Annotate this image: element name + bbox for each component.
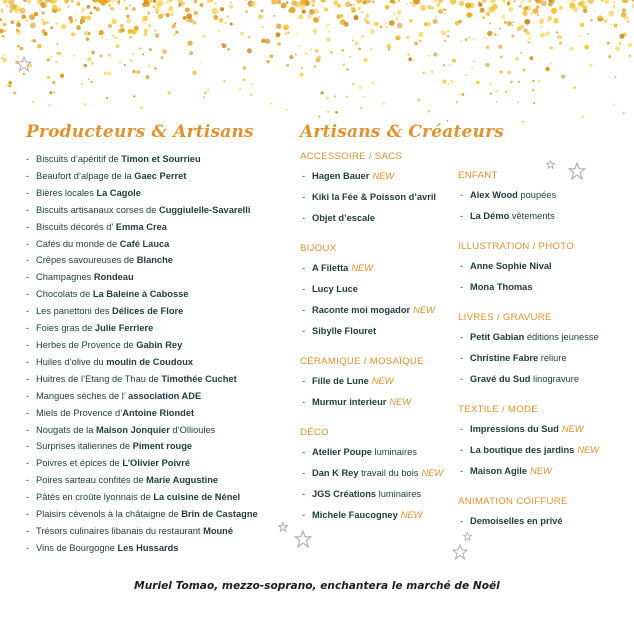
list-item [458, 277, 628, 298]
bullet-dash: - [26, 221, 30, 232]
vendor-name: Gaec Perret [134, 170, 187, 181]
bullet-dash: - [460, 282, 464, 292]
vendor-name: association ADE [128, 390, 202, 401]
bullet-dash: - [26, 272, 30, 283]
bullet-dash: - [302, 489, 306, 499]
vendor-name: Raconte moi mogador [312, 305, 411, 315]
list-item [26, 371, 286, 388]
list-item [300, 484, 455, 505]
item-text-suffix: luminaires [376, 489, 422, 499]
item-text: Nougats de la [36, 424, 96, 435]
bullet-dash: - [460, 424, 464, 434]
category-title: DÉCO [300, 427, 329, 438]
bullet-dash: - [26, 204, 30, 215]
list-item [26, 202, 286, 219]
item-text: Poivres et épices de [36, 458, 123, 469]
vendor-name: Murmur interieur [312, 397, 387, 407]
list-item [26, 168, 286, 185]
new-badge: NEW [351, 263, 374, 273]
bullet-dash: - [302, 192, 306, 202]
bullet-dash: - [26, 407, 30, 418]
vendor-name: Emma Crea [115, 221, 167, 232]
list-item [300, 208, 455, 229]
list-item [26, 236, 286, 253]
list-item [458, 256, 628, 277]
list-item [300, 300, 455, 321]
vendor-name: Hagen Bauer [312, 171, 370, 181]
bullet-dash: - [460, 353, 464, 363]
bullet-dash: - [26, 187, 30, 198]
vendor-name: JGS Créations [312, 489, 377, 499]
bullet-dash: - [26, 542, 30, 553]
item-text: Crêpes savoureuses de [36, 255, 137, 266]
item-text-suffix: d’Ollioules [169, 424, 216, 435]
bullet-dash: - [460, 190, 464, 200]
list-item [458, 461, 628, 482]
category-title: TEXTILE / MODE [458, 404, 538, 415]
vendor-name: Julie Ferriere [94, 323, 154, 334]
list-item [300, 258, 455, 279]
bullet-dash: - [26, 509, 30, 520]
list-item [26, 219, 286, 236]
new-badge: NEW [413, 305, 435, 315]
star-icon [278, 522, 288, 532]
item-text: Biscuits artisanaux corses de [36, 204, 159, 215]
vendor-name: Christine Fabre [470, 353, 539, 363]
bullet-dash: - [26, 373, 30, 384]
item-text: Cafés du monde de [36, 238, 120, 249]
vendor-name: Sibylle Flouret [312, 326, 377, 336]
vendor-name: Délices de Flore [111, 306, 184, 317]
item-text: Chocolats de [36, 289, 93, 300]
list-item [458, 348, 628, 369]
bullet-dash: - [26, 154, 30, 164]
category-block [300, 151, 455, 229]
vendor-name: Piment rouge [132, 441, 193, 452]
list-item [26, 489, 286, 506]
item-text: Huiles d’olive du [36, 356, 107, 367]
item-text: Mangues sèches de l’ [36, 390, 129, 401]
category-block [458, 241, 628, 298]
item-text: Bières locales [36, 187, 97, 198]
vendor-name: Maison Jonquier [95, 424, 170, 435]
item-text: Huitres de l’Etang de Thau de [36, 373, 162, 384]
item-text-suffix: travail du bois [358, 468, 419, 478]
item-text: Pâtés en croûte lyonnais de [36, 492, 154, 503]
list-item [26, 252, 286, 269]
list-item [458, 369, 628, 390]
bullet-dash: - [460, 332, 464, 342]
list-item [458, 185, 628, 206]
vendor-name: Les Hussards [117, 542, 179, 553]
vendor-name: Impressions du Sud [470, 424, 559, 434]
bullet-dash: - [302, 447, 306, 457]
item-text: Biscuits décorés d’ [36, 221, 116, 232]
bullet-dash: - [302, 510, 306, 520]
bullet-dash: - [460, 516, 464, 526]
bullet-dash: - [460, 261, 464, 271]
category-block [458, 312, 628, 390]
vendor-name: La boutique des jardins [470, 445, 575, 455]
bullet-dash: - [26, 255, 30, 266]
item-text: Foies gras de [36, 323, 95, 334]
bullet-dash: - [26, 170, 30, 181]
list-item [26, 388, 286, 405]
star-icon [463, 532, 472, 541]
list-item [458, 511, 628, 532]
item-text-suffix: vêtements [509, 211, 555, 221]
vendor-name: Gravé du Sud [470, 374, 531, 384]
bullet-dash: - [26, 441, 30, 452]
list-item [26, 185, 286, 202]
list-item [26, 303, 286, 320]
vendor-name: moulin de Coudoux [106, 356, 194, 367]
list-item [26, 455, 286, 472]
category-title: CÉRAMIQUE / MOSAÏQUE [300, 356, 424, 367]
star-icon [294, 530, 312, 548]
vendor-name: Lucy Luce [312, 284, 358, 294]
item-text: Vins de Bourgogne [36, 542, 118, 553]
vendor-name: Objet d’escale [312, 213, 376, 223]
list-item [26, 320, 286, 337]
star-icon [546, 160, 555, 169]
item-text: Surprises italiennes de [36, 441, 133, 452]
vendor-name: Timothée Cuchet [161, 373, 237, 384]
item-text-suffix: poupées [517, 190, 557, 200]
item-text: Miels de Provence d’ [36, 407, 123, 418]
vendor-name: Alex Wood [470, 190, 518, 200]
star-icon [452, 544, 468, 560]
vendor-name: Timon et Sourrieu [121, 154, 201, 164]
vendor-name: Mona Thomas [470, 282, 533, 292]
category-block [458, 496, 628, 532]
item-text: Plaisirs cévenols à la châtaigne de [36, 509, 182, 520]
bullet-dash: - [26, 339, 30, 350]
bullet-dash: - [460, 445, 464, 455]
list-item [300, 187, 455, 208]
bullet-dash: - [302, 171, 306, 181]
star-icon [568, 162, 586, 180]
vendor-name: A Filetta [312, 263, 349, 273]
item-text-suffix: linogravure [530, 374, 580, 384]
vendor-name: Antoine Riondet [122, 407, 195, 418]
list-item [300, 321, 455, 342]
category-title: ANIMATION COIFFURE [458, 496, 568, 507]
new-badge: NEW [371, 376, 394, 386]
new-badge: NEW [530, 466, 552, 476]
bullet-dash: - [26, 390, 30, 401]
list-item [26, 151, 286, 168]
bullet-dash: - [460, 211, 464, 221]
list-item [26, 422, 286, 439]
new-badge: NEW [389, 397, 412, 407]
bullet-dash: - [302, 376, 306, 386]
category-block [458, 170, 628, 227]
vendor-name: Mouné [203, 525, 234, 536]
artisans-column-1 [300, 151, 455, 540]
list-item [300, 505, 455, 526]
bullet-dash: - [26, 458, 30, 469]
item-text: Champagnes [36, 272, 94, 283]
new-badge: NEW [577, 445, 600, 455]
bullet-dash: - [302, 284, 306, 294]
vendor-name: Blanche [136, 255, 173, 266]
vendor-name: Cuggiulelle-Savarelli [158, 204, 251, 215]
bullet-dash: - [26, 238, 30, 249]
bullet-dash: - [26, 323, 30, 334]
vendor-name: La Baleine à Cabosse [92, 289, 189, 300]
bullet-dash: - [302, 326, 306, 336]
category-title: ACCESSOIRE / SACS [300, 151, 403, 162]
category-title: BIJOUX [300, 243, 337, 254]
item-text: Biscuits d’apéritif de [36, 154, 122, 164]
new-badge: NEW [372, 171, 395, 181]
list-item [26, 438, 286, 455]
category-block [300, 356, 455, 413]
vendor-name: Rondeau [93, 272, 134, 283]
list-item [300, 442, 455, 463]
item-text-suffix: reliure [538, 353, 567, 363]
bullet-dash: - [302, 468, 306, 478]
item-text-suffix: luminaires [371, 447, 417, 457]
vendor-name: Brin de Castagne [181, 509, 258, 520]
vendor-name: Michele Faucogney [312, 510, 398, 520]
vendor-name: Marie Augustine [146, 475, 219, 486]
list-item [458, 206, 628, 227]
vendor-name: Atelier Poupe [312, 447, 372, 457]
bullet-dash: - [302, 305, 306, 315]
vendor-name: Kiki la Fée & Poisson d’avril [312, 192, 437, 202]
item-text-suffix: éditions jeunesse [524, 332, 599, 342]
list-item [458, 327, 628, 348]
vendor-name: Maison Agile [470, 466, 527, 476]
list-item [26, 354, 286, 371]
bullet-dash: - [26, 306, 30, 317]
bullet-dash: - [26, 525, 30, 536]
list-item [26, 269, 286, 286]
list-item [300, 392, 455, 413]
vendor-name: Petit Gabian [470, 332, 525, 342]
list-item [300, 371, 455, 392]
vendor-name: La Démo [470, 211, 510, 221]
item-text: Poires sarteau confites de [36, 475, 147, 486]
artisans-heading: Artisans & Créateurs [300, 122, 505, 142]
vendor-name: Café Lauca [119, 238, 170, 249]
category-block [458, 404, 628, 482]
vendor-name: Anne Sophie Nival [470, 261, 552, 271]
vendor-name: Gabin Rey [136, 339, 183, 350]
bullet-dash: - [460, 374, 464, 384]
new-badge: NEW [421, 468, 444, 478]
artisans-column-2 [458, 170, 628, 546]
bullet-dash: - [302, 263, 306, 273]
list-item [300, 279, 455, 300]
category-title: LIVRES / GRAVURE [458, 312, 552, 323]
category-block [300, 243, 455, 342]
new-badge: NEW [400, 510, 423, 520]
bullet-dash: - [302, 397, 306, 407]
producers-list [26, 151, 286, 557]
list-item [26, 472, 286, 489]
list-item [458, 419, 628, 440]
list-item [458, 440, 628, 461]
list-item [26, 540, 286, 557]
list-item [26, 523, 286, 540]
vendor-name: Dan K Rey [312, 468, 359, 478]
list-item [26, 405, 286, 422]
bullet-dash: - [26, 356, 30, 367]
bullet-dash: - [26, 289, 30, 300]
star-icon [16, 56, 32, 72]
item-text: Herbes de Provence de [36, 339, 137, 350]
list-item [26, 506, 286, 523]
vendor-name: Fille de Lune [312, 376, 369, 386]
category-title: ENFANT [458, 170, 498, 181]
list-item [26, 286, 286, 303]
item-text: Trésors culinaires libanais du restaurant [36, 525, 204, 536]
item-text: Les panettoni des [36, 306, 112, 317]
bullet-dash: - [460, 466, 464, 476]
item-text: Beaufort d’alpage de la [36, 170, 135, 181]
bullet-dash: - [26, 492, 30, 503]
gold-confetti-decoration [0, 0, 634, 130]
bullet-dash: - [26, 475, 30, 486]
vendor-name: La cuisine de Nénel [153, 492, 241, 503]
list-item [300, 166, 455, 187]
category-title: ILLUSTRATION / PHOTO [458, 241, 574, 252]
bullet-dash: - [26, 424, 30, 435]
vendor-name: La Cagole [96, 187, 141, 198]
new-badge: NEW [561, 424, 584, 434]
bullet-dash: - [302, 213, 306, 223]
vendor-name: L’Olivier Poivré [122, 458, 191, 469]
list-item [300, 463, 455, 484]
category-block [300, 427, 455, 526]
list-item [26, 337, 286, 354]
footer-note: Muriel Tomao, mezzo-soprano, enchantera le marché de Noël [134, 580, 500, 592]
producers-heading: Producteurs & Artisans [26, 122, 254, 142]
vendor-name: Demoiselles en privé [470, 516, 563, 526]
